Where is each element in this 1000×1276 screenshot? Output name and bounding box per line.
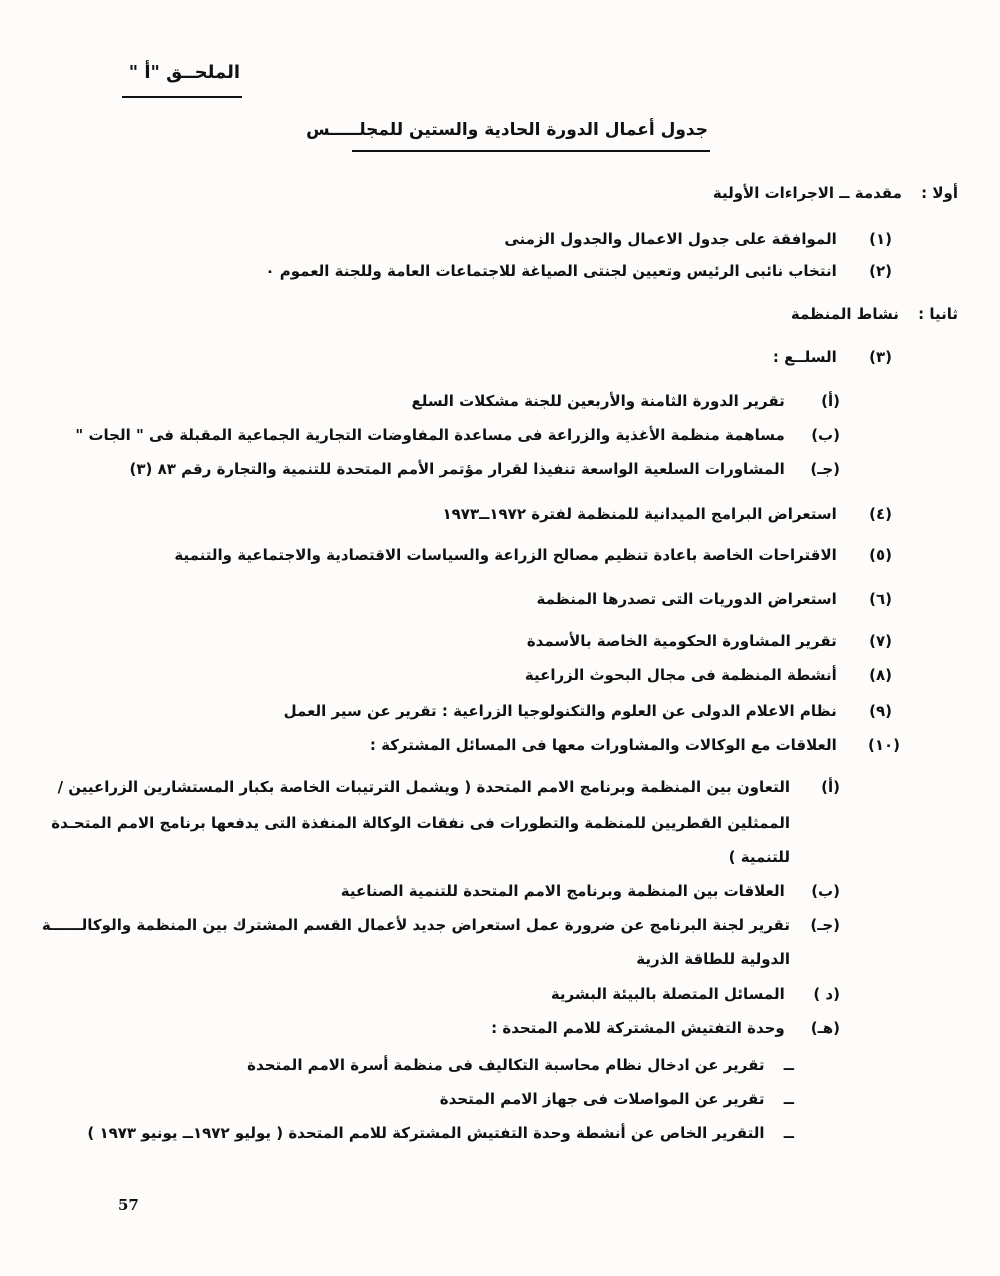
bullet-text: تقرير عن ادخال نظام محاسبة التكاليف فى منظمة أسرة الامم المتحدة bbox=[247, 1056, 765, 1074]
bullet-item-2 bbox=[440, 1090, 794, 1108]
section-first bbox=[713, 184, 958, 202]
item-number: (٦) bbox=[869, 590, 892, 608]
item-10a-line-3: للتنمية ) bbox=[728, 848, 790, 866]
item-text: العلاقات بين المنظمة وبرنامج الامم المتحدة للتنمية الصناعية bbox=[340, 882, 785, 900]
item-text: المشاورات السلعية الواسعة تنفيذا لقرار مؤتمر الأمم المتحدة للتنمية والتجارة رقم ٨٣ (٣) bbox=[129, 460, 785, 478]
item-number: (٨) bbox=[869, 666, 892, 684]
item-text: الموافقة على جدول الاعمال والجدول الزمنى bbox=[504, 230, 837, 248]
item-number: (٢) bbox=[869, 262, 892, 280]
section-first-label: أولا : bbox=[921, 184, 958, 202]
bullet-item-3 bbox=[87, 1124, 794, 1142]
item-number: (٩) bbox=[869, 702, 892, 720]
item-number: (٥) bbox=[869, 546, 892, 564]
item-text: انتخاب نائبى الرئيس وتعيين لجنتى الصياغة للاجتماعات العامة وللجنة العموم ٠ bbox=[265, 262, 837, 280]
document-title: جدول أعمال الدورة الحادية والستين للمجلـــــس bbox=[306, 120, 708, 140]
agenda-item-10a bbox=[804, 778, 840, 796]
section-second bbox=[791, 305, 958, 323]
annex-underline bbox=[122, 96, 242, 98]
dash-marker: ــ bbox=[783, 1124, 794, 1142]
item-number: (٧) bbox=[869, 632, 892, 650]
item-number: (١) bbox=[869, 230, 892, 248]
item-number: (٣) bbox=[869, 348, 892, 366]
item-number: (جـ) bbox=[810, 460, 840, 478]
item-number: (أ) bbox=[821, 392, 840, 410]
item-text: مساهمة منظمة الأغذية والزراعة فى مساعدة المفاوضات التجارية الجماعية المقبلة فى " الجات " bbox=[75, 426, 785, 444]
bullet-item-1 bbox=[247, 1056, 794, 1074]
item-number: (هـ) bbox=[810, 1019, 840, 1037]
annex-label: الملحــق "أ " bbox=[128, 62, 240, 83]
item-number: (ب) bbox=[811, 882, 840, 900]
item-text: استعراض الدوريات التى تصدرها المنظمة bbox=[536, 590, 837, 608]
agenda-item-7 bbox=[527, 632, 892, 650]
agenda-item-3 bbox=[773, 348, 892, 366]
section-first-text: مقدمة ــ الاجراءات الأولية bbox=[712, 184, 902, 202]
item-text: تقرير الدورة الثامنة والأربعين للجنة مشكلات السلع bbox=[411, 392, 785, 410]
dash-marker: ــ bbox=[783, 1056, 794, 1074]
item-text: نظام الاعلام الدولى عن العلوم والتكنولوجيا الزراعية : تقرير عن سير العمل bbox=[283, 702, 837, 720]
agenda-item-3a bbox=[412, 392, 841, 410]
agenda-item-1 bbox=[504, 230, 892, 248]
dash-marker: ــ bbox=[783, 1090, 794, 1108]
section-second-label: ثانيا : bbox=[918, 305, 958, 323]
agenda-item-9 bbox=[284, 702, 892, 720]
item-text: السلــع : bbox=[772, 348, 837, 366]
section-second-text: نشاط المنظمة bbox=[790, 305, 899, 323]
item-text: الاقتراحات الخاصة باعادة تنظيم مصالح الزراعة والسياسات الاقتصادية والاجتماعية والتنمية bbox=[174, 546, 837, 564]
agenda-item-10c bbox=[804, 916, 840, 934]
item-10a-line-1: التعاون بين المنظمة وبرنامج الامم المتحدة ( ويشمل الترتيبات الخاصة بكبار المستشارين الزراعيين / bbox=[57, 778, 790, 796]
item-text: المسائل المتصلة بالبيئة البشرية bbox=[550, 985, 785, 1003]
agenda-item-4 bbox=[442, 505, 892, 523]
agenda-item-3b bbox=[75, 426, 840, 444]
agenda-item-2 bbox=[265, 262, 892, 280]
item-text: تقرير المشاورة الحكومية الخاصة بالأسمدة bbox=[526, 632, 837, 650]
item-number: (١٠) bbox=[867, 736, 900, 754]
item-number: (ب) bbox=[811, 426, 840, 444]
agenda-item-10 bbox=[370, 736, 900, 754]
agenda-item-6 bbox=[536, 590, 892, 608]
agenda-item-10b bbox=[341, 882, 840, 900]
item-10c-line-2: الدولية للطاقة الذرية bbox=[636, 950, 790, 968]
page-number: 57 bbox=[118, 1196, 139, 1214]
item-number: (جـ) bbox=[810, 916, 840, 934]
agenda-item-8 bbox=[525, 666, 892, 684]
item-10a-line-2: الممثلين القطريين للمنظمة والتطورات فى نفقات الوكالة المنفذة التى يدفعها برنامج الامم المتحـدة bbox=[51, 814, 790, 832]
agenda-item-5 bbox=[174, 546, 892, 564]
item-text: أنشطة المنظمة فى مجال البحوث الزراعية bbox=[524, 666, 837, 684]
item-text: وحدة التفتيش المشتركة للامم المتحدة : bbox=[491, 1019, 785, 1037]
agenda-item-10d bbox=[551, 985, 840, 1003]
item-10c-line-1: تقرير لجنة البرنامج عن ضرورة عمل استعراض جديد لأعمال القسم المشترك بين المنظمة والوكالــــــة bbox=[41, 916, 790, 934]
agenda-item-3c bbox=[130, 460, 841, 478]
item-number: (د ) bbox=[813, 985, 840, 1003]
agenda-item-10e bbox=[491, 1019, 840, 1037]
item-number: (٤) bbox=[869, 505, 892, 523]
bullet-text: تقرير عن المواصلات فى جهاز الامم المتحدة bbox=[439, 1090, 765, 1108]
item-text: استعراض البرامج الميدانية للمنظمة لفترة ١٩٧٢ــ١٩٧٣ bbox=[442, 505, 837, 523]
item-text: العلاقات مع الوكالات والمشاورات معها فى المسائل المشتركة : bbox=[369, 736, 837, 754]
title-underline bbox=[352, 150, 710, 152]
bullet-text: التقرير الخاص عن أنشطة وحدة التفتيش المشتركة للامم المتحدة ( يوليو ١٩٧٢ــ يونيو ١٩٧٣ ) bbox=[87, 1124, 765, 1142]
item-number: (أ) bbox=[821, 778, 840, 796]
